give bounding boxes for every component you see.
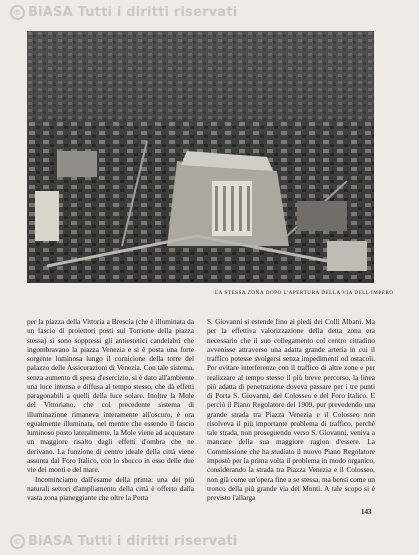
watermark-top [10, 5, 237, 20]
page-number: 143 [361, 508, 372, 516]
text-column-right [207, 317, 375, 502]
paragraph: per la piazza della Vittoria a Brescia (che è illuminata da un fascio di proiettori posti sul Torrione della piazza stessa) si sono soppressi gli antiestetici candelabri che ingombravano la piazza Venezia e si è posta una forte sorgente luminosa lungo il cornicione della torre del palazzo delle Assicurazioni di Venezia. Con tale sistema, senza aumento di spesa d'esercizio, si è dato all'ambiente una luce intensa e diffusa al tempo stesso, che dà effetti paragonabili a quelli della luce solare. Inoltre la Mole del Vittoriano, che col precedente sistema di illuminazione rimaneva interamente all'oscuro, è ora egualmente illuminata, nel mentre che essendo il fascio luminoso posto lateralmente, la Mole viene ad acquistare un maggiore risalto dagli effetti d'ombra che ne derivano. La funzione di centro ideale della città viene assunta dal Foro Italico, con lo sbocco in esso delle due vie dei monti e del mare. [27, 317, 194, 475]
text-column-left [27, 317, 194, 502]
copyright-icon: © [10, 5, 25, 20]
city-photo-icon [27, 31, 374, 283]
photo-caption: LA STESSA ZONA DOPO L'APERTURA DELLA VIA DELL'IMPERO [215, 290, 394, 296]
watermark-bottom [10, 534, 237, 549]
copyright-icon: © [10, 534, 25, 549]
aerial-city-photograph [27, 31, 374, 283]
watermark-text: BiASA Tutti i diritti riservati [28, 5, 238, 20]
paragraph: Incominciamo dall'esame della prima: una dei più naturali settori d'ampliamento della città è offerto dalla vasta zona pianeggiante che oltre la Porta [27, 474, 194, 503]
paragraph: S. Giovanni si estende fino ai piedi dei Colli Albani. Ma per la effettiva valorizzazione della detta zona era necessario che il suo collegamento col centro cittadino avvenisse attraverso una adatta grande arteria in cui il traffico potesse svolgersi senza impedimenti od ostacoli. Per evitare interferenze con il traffico di altre zone e per realizzare al tempo stesso il più breve percorso, la linea più adatta di penetrazione doveva passare per i tre punti di Porta S. Giovanni, del Colosseo e del Foro Italico. E perciò il Piano Regolatore del 1909, pur prevedendo una grande strada tra Piazza Venezia e il Colosseo non risolveva il più importante problema di traffico, perchè tale strada, non proseguendo verso S. Giovanni, veniva a mancare della sua maggiore ragion d'essere. La Commissione che ha studiato il nuovo Piano Regolatore impostò per la prima volta il problema in modo organico, considerando la strada tra Piazza Venezia e il Colosseo, non già come un'opera fine a se stessa, ma bensì come un tronco della più grande via dei Monti. A tale scopo si è previsto l'allarga [207, 317, 375, 503]
watermark-text: BiASA Tutti i diritti riservati [28, 534, 238, 549]
